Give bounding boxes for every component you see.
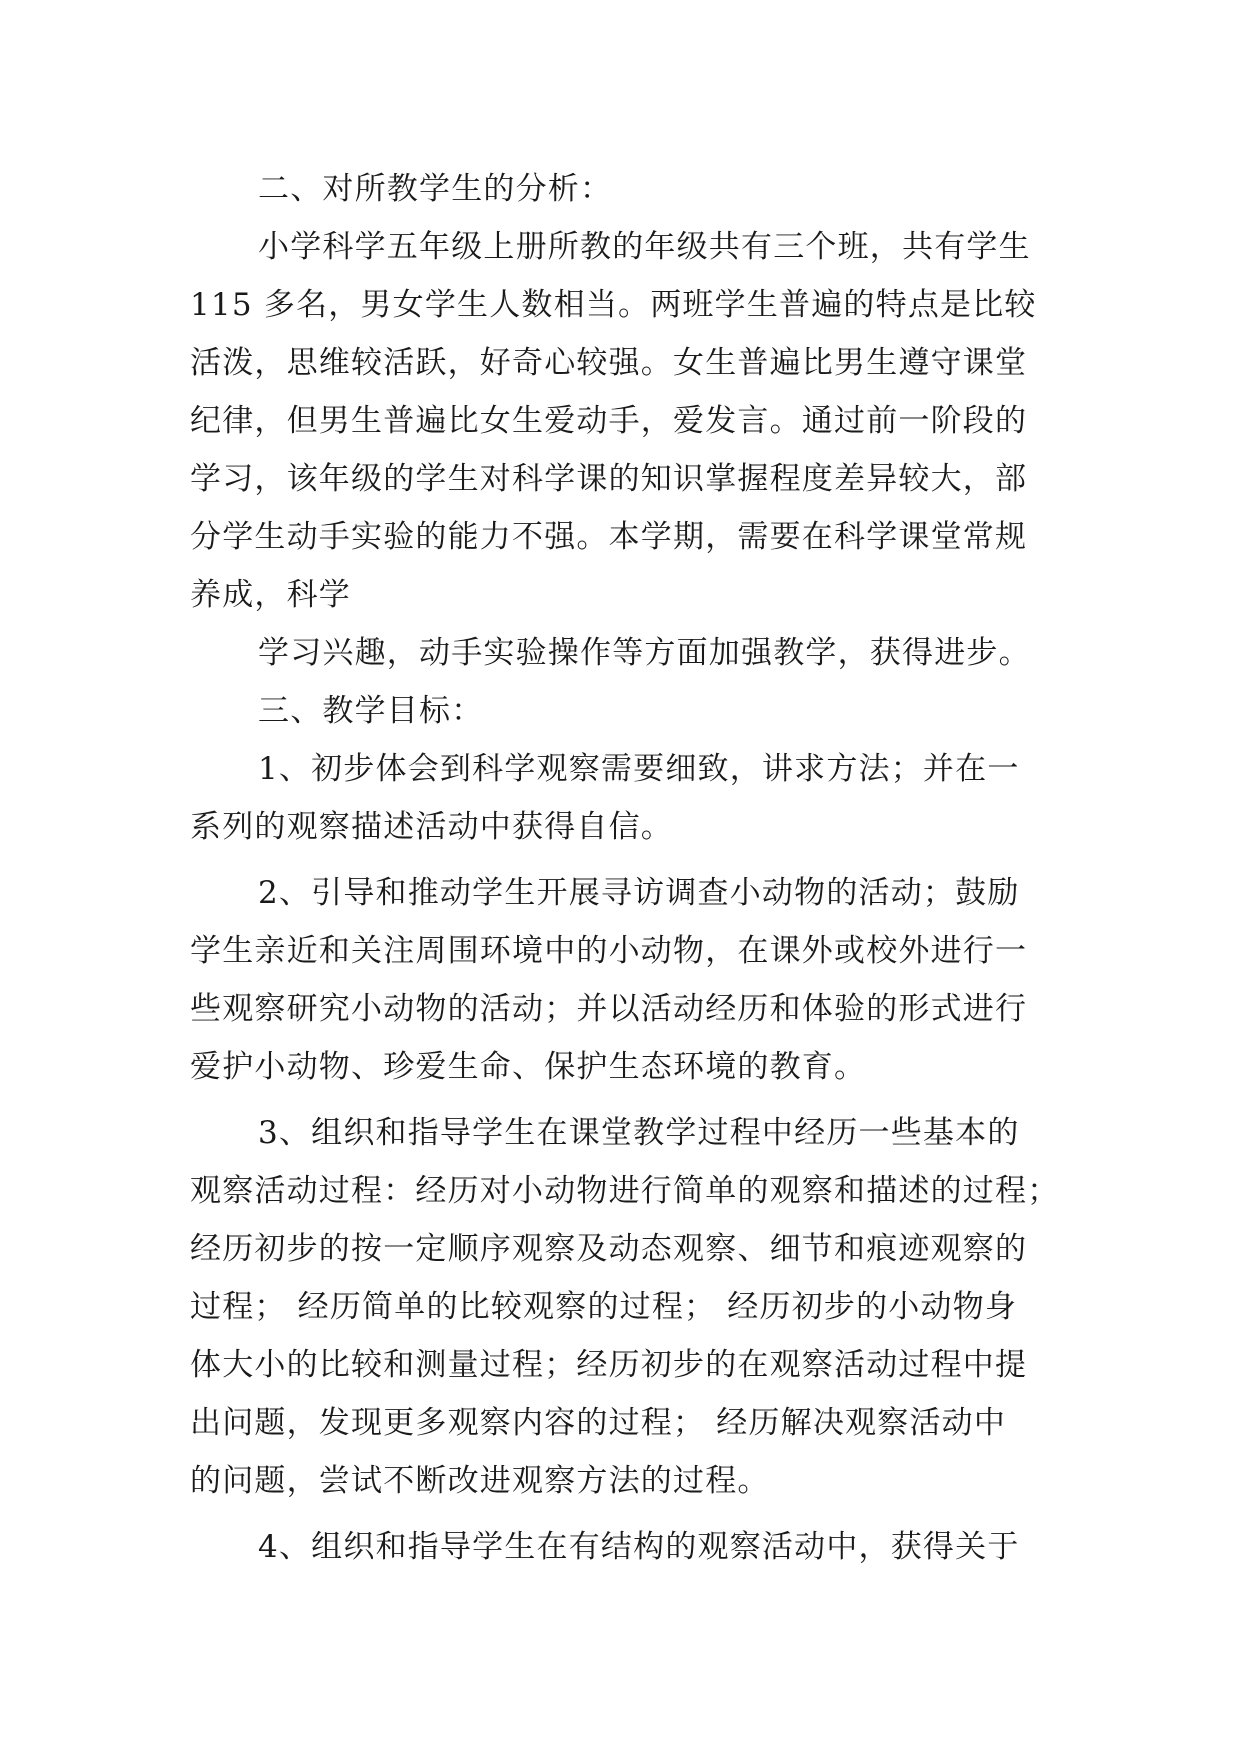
section-heading-student-analysis: 二、对所教学生的分析： [258,171,613,207]
paragraph-gap [190,856,1050,864]
document-page [190,160,1060,1576]
paragraph-line: 纪律，但男生普遍比女生爱动手，爱发言。通过前一阶段的 [190,403,1028,439]
goal-3-line: 观察活动过程：经历对小动物进行简单的观察和描述的过程； [190,1173,1060,1209]
goal-2-line: 爱护小动物、珍爱生命、保护生态环境的教育。 [190,1049,867,1085]
goal-2-line: 学生亲近和关注周围环境中的小动物，在课外或校外进行一 [190,933,1028,969]
goal-1-line: 1、初步体会到科学观察需要细致，讲求方法；并在一 [258,751,1020,787]
paragraph-line: 分学生动手实验的能力不强。本学期，需要在科学课堂常规 [190,519,1028,555]
goal-3-line: 的问题，尝试不断改进观察方法的过程。 [190,1463,770,1499]
goal-3-line: 体大小的比较和测量过程；经历初步的在观察活动过程中提 [190,1347,1028,1383]
section-heading-teaching-goals: 三、教学目标： [258,693,484,729]
paragraph-line: 养成，科学 [190,577,351,613]
goal-2-line: 些观察研究小动物的活动；并以活动经历和体验的形式进行 [190,991,1028,1027]
goal-4-line: 4、组织和指导学生在有结构的观察活动中，获得关于 [258,1529,1020,1565]
paragraph-line: 小学科学五年级上册所教的年级共有三个班，共有学生 [258,229,1031,265]
goal-3-line: 经历初步的按一定顺序观察及动态观察、细节和痕迹观察的 [190,1231,1028,1267]
goal-1-line: 系列的观察描述活动中获得自信。 [190,809,673,845]
goal-2-line: 2、引导和推动学生开展寻访调查小动物的活动；鼓励 [258,875,1020,911]
paragraph-gap [190,1096,1050,1104]
goal-3-line: 过程； 经历简单的比较观察的过程； 经历初步的小动物身 [190,1289,1018,1325]
paragraph-line: 学习，该年级的学生对科学课的知识掌握程度差异较大，部 [190,461,1028,497]
paragraph-line: 学习兴趣，动手实验操作等方面加强教学，获得进步。 [258,635,1031,671]
goal-3-line: 3、组织和指导学生在课堂教学过程中经历一些基本的 [258,1115,1020,1151]
paragraph-line: 115 多名，男女学生人数相当。两班学生普遍的特点是比较 [190,287,1037,323]
goal-3-line: 出问题，发现更多观察内容的过程； 经历解决观察活动中 [190,1405,1007,1441]
paragraph-gap [190,1510,1050,1518]
paragraph-line: 活泼，思维较活跃，好奇心较强。女生普遍比男生遵守课堂 [190,345,1028,381]
